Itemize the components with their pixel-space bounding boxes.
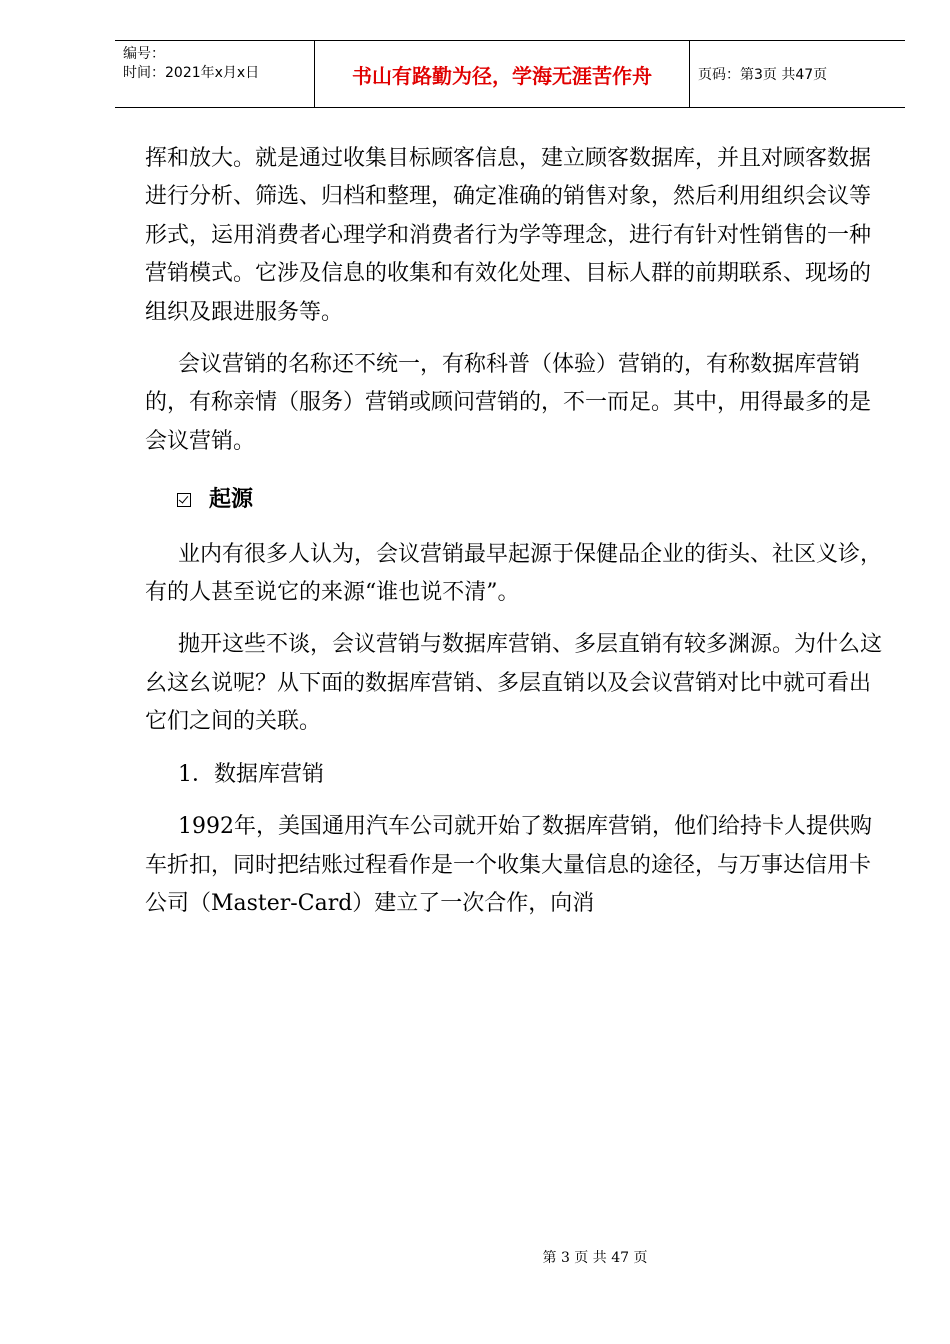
header-meta	[115, 41, 315, 107]
paragraph: 业内有很多人认为，会议营销最早起源于保健品企业的街头、社区义诊，有的人甚至说它的来源“谁也说不清”。	[145, 541, 883, 606]
time-label: 时间：2021年x月x日	[123, 65, 260, 81]
document-body	[145, 140, 890, 923]
subheading: 1．数据库营销	[178, 761, 324, 787]
number-label: 编号：	[123, 46, 165, 62]
paragraph: 挥和放大。就是通过收集目标顾客信息，建立顾客数据库，并且对顾客数据进行分析、筛选、归档和整理，确定准确的销售对象，然后利用组织会议等形式，运用消费者心理学和消费者行为学等理念，进行有针对性销售的一种营销模式。它涉及信息的收集和有效化处理、目标人群的前期联系、现场的组织及跟进服务等。	[145, 146, 872, 325]
paragraph: 1992年，美国通用汽车公司就开始了数据库营销，他们给持卡人提供购车折扣，同时把结账过程看作是一个收集大量信息的途径，与万事达信用卡公司（Master-Card）建立了一次合作，向消	[145, 814, 872, 916]
checkbox-icon	[177, 493, 191, 507]
paragraph: 会议营销的名称还不统一，有称科普（体验）营销的，有称数据库营销的，有称亲情（服务）营销或顾问营销的，不一而足。其中，用得最多的是会议营销。	[145, 352, 872, 454]
section-title: 起源	[209, 487, 254, 513]
paragraph: 抛开这些不谈，会议营销与数据库营销、多层直销有较多渊源。为什么这幺这幺说呢？从下面的数据库营销、多层直销以及会议营销对比中就可看出它们之间的关联。	[145, 632, 883, 735]
header-page-info: 页码：第3页 共47页	[698, 67, 828, 83]
page-footer: 第 3 页 共 47 页	[542, 1250, 648, 1266]
header-motto: 书山有路勤为径，学海无涯苦作舟	[315, 41, 690, 107]
section-heading	[177, 481, 890, 519]
page-header	[115, 40, 905, 108]
